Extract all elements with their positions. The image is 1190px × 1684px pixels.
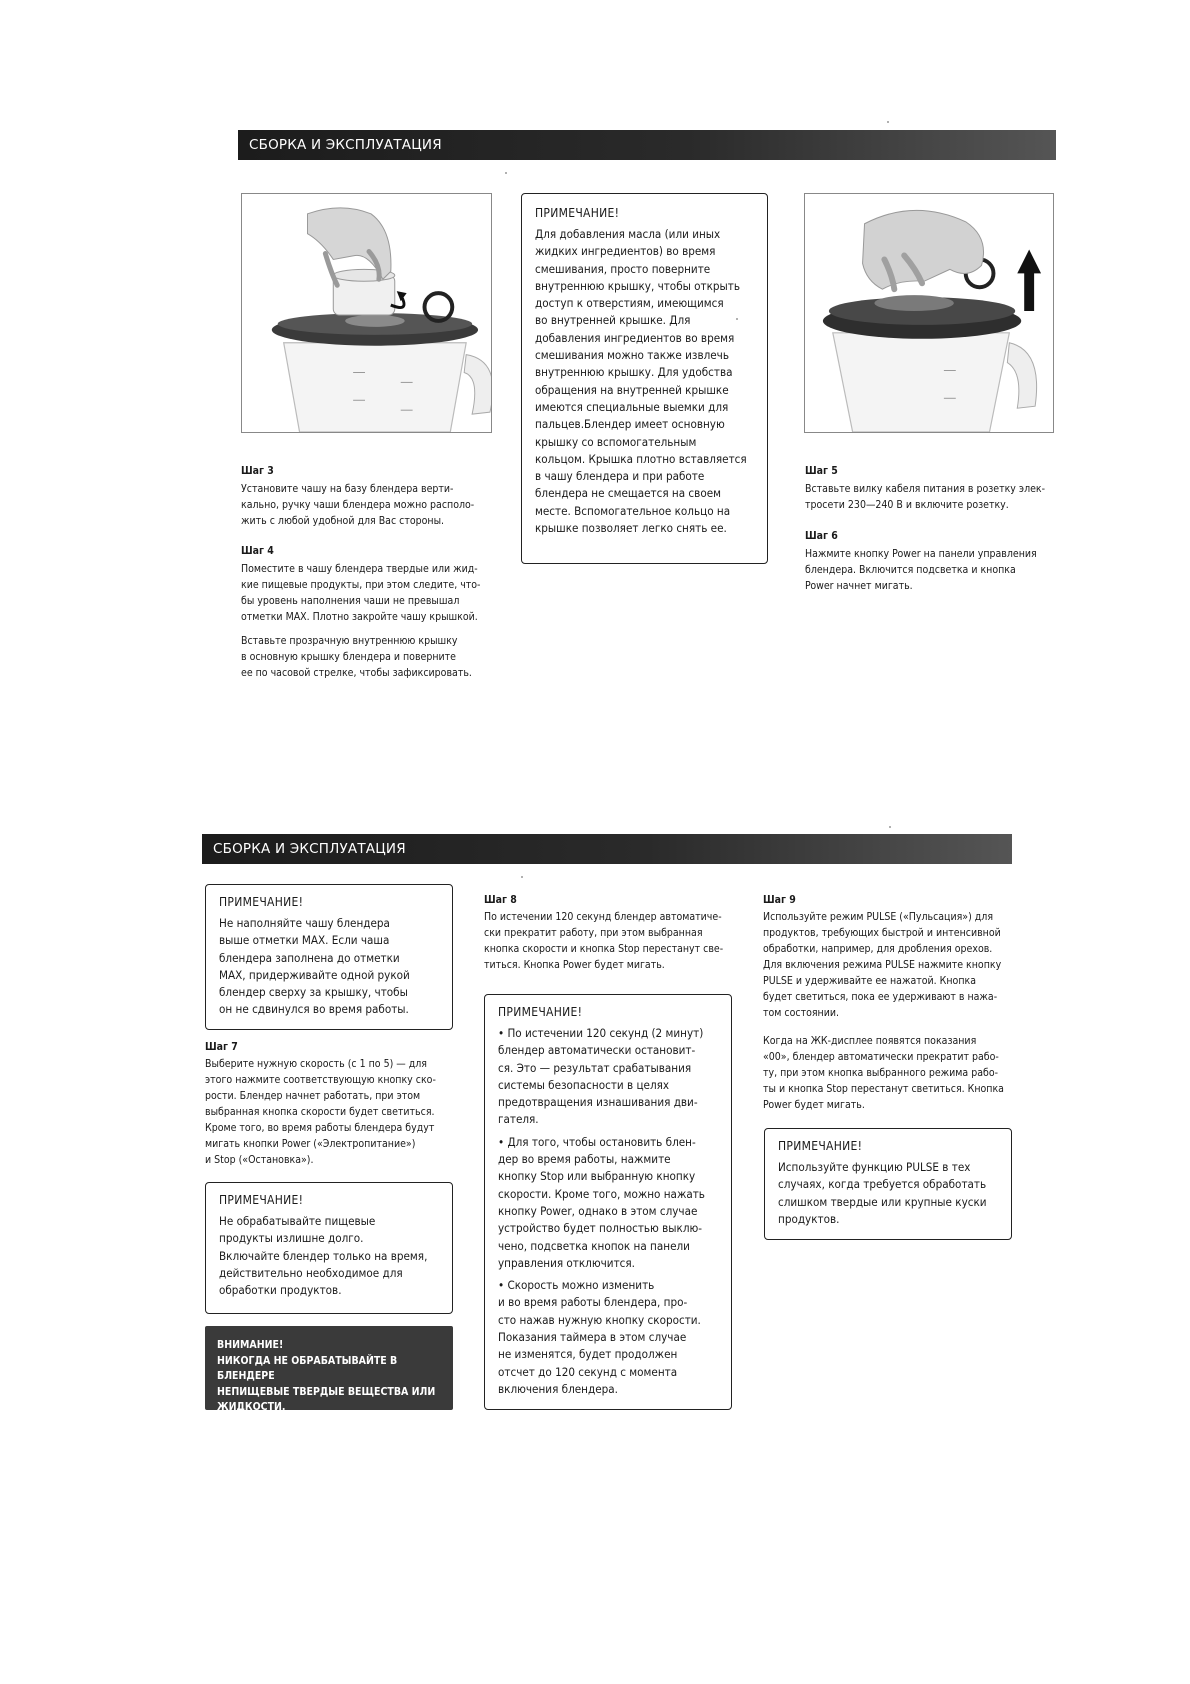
text-line: кально, ручку чаши блендера можно располо- (241, 499, 475, 511)
note-body (219, 1213, 439, 1299)
text-line: будет светиться, пока ее удерживают в нажа- (763, 991, 998, 1003)
text-line: ты и кнопка Stop перестанут светиться. Кнопка (763, 1083, 1004, 1095)
step-5-title: Шаг 5 (805, 465, 838, 477)
text-line: НИКОГДА НЕ ОБРАБАТЫВАЙТЕ В БЛЕНДЕРЕ (217, 1354, 398, 1382)
text-line: гателя. (498, 1112, 539, 1127)
text-line: этого нажмите соответствующую кнопку ско- (205, 1074, 436, 1086)
step-8-title: Шаг 8 (484, 894, 517, 906)
step-3-text (241, 481, 491, 529)
text-line: обращения на внутренней крышке (535, 382, 729, 397)
text-line: Поместите в чашу блендера твердые или жид- (241, 563, 478, 575)
text-line: блендера. Включится подсветка и кнопка (805, 564, 1016, 576)
text-line: блендера не смещается на своем (535, 486, 721, 501)
photo-illustration (805, 194, 1053, 432)
text-line: системы безопасности в целях (498, 1077, 670, 1092)
step-5-text (805, 481, 1065, 513)
text-line: чено, подсветка кнопок на панели (498, 1238, 690, 1253)
text-line: отметки MAX. Плотно закройте чашу крышкой. (241, 611, 478, 623)
text-line: Для добавления масла (или иных (535, 227, 721, 241)
note-heading: ПРИМЕЧАНИЕ! (535, 206, 620, 220)
text-line: PULSE и удерживайте ее нажатой. Кнопка (763, 975, 977, 987)
text-line: внутреннюю крышку, чтобы открыть (535, 278, 741, 293)
text-line: тросети 230—240 В и включите розетку. (805, 499, 1009, 511)
text-line: смешивания, просто поверните (535, 261, 711, 276)
section-title: СБОРКА И ЭКСПЛУАТАЦИЯ (249, 137, 442, 153)
photo-illustration (242, 194, 491, 432)
scan-speck (736, 318, 738, 320)
text-line: Используйте режим PULSE («Пульсация») для (763, 911, 994, 923)
note-box-max-level (205, 884, 453, 1030)
text-line: • По истечении 120 секунд (2 минут) (498, 1026, 704, 1040)
text-line: Для включения режима PULSE нажмите кнопку (763, 959, 1002, 971)
step-8-text (484, 909, 744, 973)
text-line: MAX, придерживайте одной рукой (219, 967, 410, 982)
text-line: том состоянии. (763, 1007, 839, 1019)
text-line: Когда на ЖК-дисплее появятся показания (763, 1035, 977, 1047)
text-line: выбранная кнопка скорости будет светиться. (205, 1106, 435, 1118)
text-line: в основную крышку блендера и поверните (241, 651, 456, 663)
text-line: предотвращения изнашивания дви- (498, 1095, 698, 1110)
text-line: мигать кнопки Power («Электропитание») (205, 1138, 416, 1150)
text-line: скорости. Кроме того, можно нажать (498, 1186, 705, 1201)
note-heading: ПРИМЕЧАНИЕ! (219, 895, 304, 909)
text-line: действительно необходимое для (219, 1265, 403, 1280)
text-line: • Скорость можно изменить (498, 1278, 655, 1293)
text-line: Не наполняйте чашу блендера (219, 916, 390, 930)
text-line: пальцев.Блендер имеет основную (535, 417, 725, 432)
note-body (778, 1159, 998, 1228)
text-line: кольцом. Крышка плотно вставляется (535, 451, 747, 466)
text-line: Вставьте прозрачную внутреннюю крышку (241, 635, 458, 647)
text-line: Power начнет мигать. (805, 580, 913, 592)
text-line: отсчет до 120 секунд с момента (498, 1364, 678, 1379)
note-box-lid (521, 193, 768, 564)
text-line: включения блендера. (498, 1381, 618, 1396)
step-4-extra-text (241, 633, 491, 681)
note-box-auto-stop (484, 994, 732, 1410)
step-3-title: Шаг 3 (241, 465, 274, 477)
text-line: дер во время работы, нажмите (498, 1152, 671, 1167)
text-line: выше отметки MAX. Если чаша (219, 933, 390, 948)
note-body (219, 915, 439, 1019)
text-line: обработки продуктов. (219, 1283, 342, 1298)
step-6-text (805, 546, 1065, 594)
text-line: блендер сверху за крышку, чтобы (219, 985, 408, 1000)
text-line: не изменятся, будет продолжен (498, 1347, 678, 1362)
text-line: во внутренней крышке. Для (535, 313, 691, 328)
text-line: НЕПИЩЕВЫЕ ТВЕРДЫЕ ВЕЩЕСТВА ИЛИ (217, 1385, 436, 1398)
text-line: ся. Это — результат срабатывания (498, 1060, 692, 1075)
text-line: месте. Вспомогательное кольцо на (535, 503, 731, 518)
text-line: жидких ингредиентов) во время (535, 244, 716, 259)
text-line: ЖИДКОСТИ. (217, 1401, 286, 1413)
note-heading: ПРИМЕЧАНИЕ! (219, 1193, 304, 1207)
text-line: устройство будет полностью выклю- (498, 1221, 703, 1236)
scan-speck (521, 876, 523, 878)
scan-speck (505, 172, 507, 174)
text-line: Не обрабатывайте пищевые (219, 1214, 376, 1228)
text-line: кнопка скорости и кнопка Stop перестанут све- (484, 943, 724, 955)
section-title: СБОРКА И ЭКСПЛУАТАЦИЯ (213, 841, 406, 857)
text-line: продуктов. (778, 1211, 840, 1226)
text-line: добавления ингредиентов во время (535, 330, 735, 345)
note-box-processing-time (205, 1182, 453, 1314)
text-line: ски прекратит работу, при этом выбранная (484, 927, 703, 939)
text-line: кнопку Stop или выбранную кнопку (498, 1169, 696, 1184)
text-line: Power будет мигать. (763, 1099, 865, 1111)
text-line: кнопку Power, однако в этом случае (498, 1203, 698, 1218)
text-line: крышке позволяет легко снять ее. (535, 521, 727, 536)
text-line: он не сдвинулся во время работы. (219, 1002, 409, 1017)
text-line: Нажмите кнопку Power на панели управления (805, 548, 1037, 560)
text-line: ее по часовой стрелке, чтобы зафиксировать. (241, 667, 472, 679)
text-line: слишком твердые или крупные куски (778, 1194, 987, 1209)
text-line: Установите чашу на базу блендера верти- (241, 483, 454, 495)
step-9-title: Шаг 9 (763, 894, 796, 906)
text-line: По истечении 120 секунд блендер автоматиче- (484, 911, 722, 923)
text-line: Вставьте вилку кабеля питания в розетку элек- (805, 483, 1046, 495)
text-line: продуктов, требующих быстрой и интенсивной (763, 927, 1001, 939)
step-4-text (241, 561, 491, 625)
text-line: Выберите нужную скорость (с 1 по 5) — для (205, 1058, 427, 1070)
blender-jug-with-inner-lid-photo (241, 193, 492, 433)
text-line: управления отключится. (498, 1255, 635, 1270)
warning-box (205, 1326, 453, 1413)
text-line: в чашу блендера и при работе (535, 469, 705, 484)
text-line: имеются специальные выемки для (535, 399, 729, 414)
text-line: ту, при этом кнопка выбранного режима рабо- (763, 1067, 999, 1079)
text-line: смешивания можно также извлечь (535, 348, 729, 363)
section-banner-bottom (202, 834, 1012, 864)
text-line: бы уровень наполнения чаши не превышал (241, 595, 460, 607)
text-line: продукты излишне долго. (219, 1231, 364, 1246)
step-9-extra-text (763, 1033, 1028, 1113)
text-line: и во время работы блендера, про- (498, 1295, 688, 1310)
text-line: рости. Блендер начнет работать, при этом (205, 1090, 421, 1102)
blender-lid-removal-photo (804, 193, 1054, 433)
text-line: случаях, когда требуется обработать (778, 1177, 987, 1192)
text-line: Кроме того, во время работы блендера будут (205, 1122, 435, 1134)
note-body (535, 226, 754, 537)
text-line: внутреннюю крышку. Для удобства (535, 365, 733, 380)
text-line: • Для того, чтобы остановить блен- (498, 1134, 696, 1149)
text-line: кие пищевые продукты, при этом следите, что- (241, 579, 481, 591)
text-line: и Stop («Остановка»). (205, 1154, 314, 1166)
bullet-change-speed (498, 1277, 718, 1398)
scan-speck (887, 121, 889, 123)
warning-heading: ВНИМАНИЕ! (217, 1339, 284, 1351)
bullet-auto-stop (498, 1025, 718, 1129)
text-line: доступ к отверстиям, имеющимся (535, 296, 724, 311)
note-heading: ПРИМЕЧАНИЕ! (778, 1139, 863, 1153)
note-box-pulse (764, 1128, 1012, 1240)
section-banner-top (238, 130, 1056, 160)
text-line: сто нажав нужную кнопку скорости. (498, 1312, 701, 1327)
note-body (498, 1025, 718, 1398)
note-heading: ПРИМЕЧАНИЕ! (498, 1005, 583, 1019)
step-6-title: Шаг 6 (805, 530, 838, 542)
text-line: «00», блендер автоматически прекратит рабо- (763, 1051, 999, 1063)
bullet-stop-button (498, 1134, 718, 1272)
text-line: обработки, например, для дробления орехов. (763, 943, 993, 955)
text-line: титься. Кнопка Power будет мигать. (484, 959, 665, 971)
step-7-text (205, 1056, 465, 1168)
step-9-text (763, 909, 1028, 1021)
text-line: блендер автоматически остановит- (498, 1043, 696, 1058)
text-line: крышку со вспомогательным (535, 434, 697, 449)
step-4-title: Шаг 4 (241, 545, 274, 557)
text-line: Используйте функцию PULSE в тех (778, 1160, 971, 1174)
text-line: блендера заполнена до отметки (219, 950, 400, 965)
scan-speck (889, 826, 891, 828)
step-7-title: Шаг 7 (205, 1041, 238, 1053)
text-line: жить с любой удобной для Вас стороны. (241, 515, 445, 527)
text-line: Показания таймера в этом случае (498, 1330, 687, 1345)
text-line: Включайте блендер только на время, (219, 1248, 428, 1263)
